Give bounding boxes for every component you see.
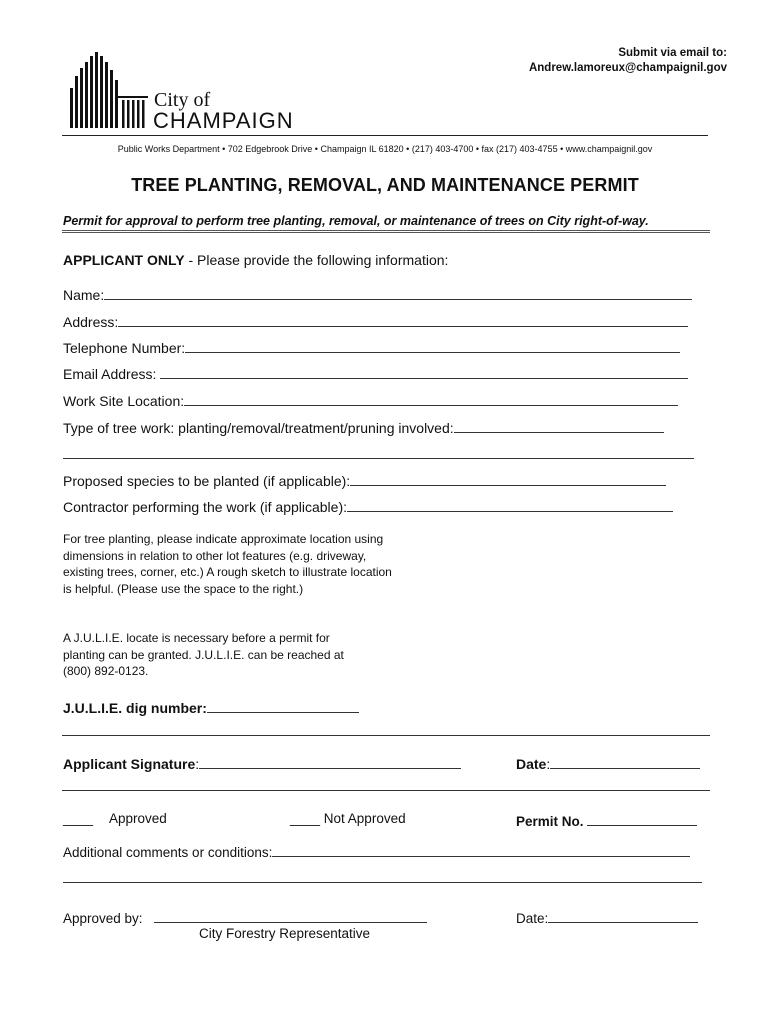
telephone-input-line[interactable] (185, 338, 680, 353)
work-site-field[interactable] (63, 391, 678, 409)
contractor-input-line[interactable] (347, 497, 673, 512)
julie-dig-input-line[interactable] (207, 698, 359, 713)
telephone-label: Telephone Number: (63, 340, 186, 356)
applicant-heading-rest: - Please provide the following information: (184, 252, 449, 268)
name-input-line[interactable] (104, 285, 692, 300)
comments-field[interactable] (63, 842, 690, 860)
signature-date-colon: : (546, 756, 551, 772)
address-label: Address: (63, 314, 119, 330)
not-approved-label[interactable]: ____ Not Approved (290, 811, 406, 826)
email-input-line[interactable] (160, 364, 688, 379)
approved-by-label: Approved by: (63, 911, 143, 926)
name-label: Name: (63, 287, 105, 303)
species-field[interactable] (63, 471, 666, 489)
approved-by-input-line[interactable] (154, 908, 427, 923)
work-site-label: Work Site Location: (63, 393, 185, 409)
julie-dig-field[interactable] (63, 698, 359, 716)
permit-no-label: Permit No. (516, 814, 584, 829)
signature-label: Applicant Signature (63, 756, 196, 772)
name-field[interactable] (63, 285, 692, 303)
logo-champaign: CHAMPAIGN (153, 108, 294, 132)
signature-date-input-line[interactable] (550, 754, 700, 769)
tree-work-continued[interactable] (63, 444, 694, 462)
signature-date-label: Date (516, 756, 547, 772)
species-input-line[interactable] (350, 471, 666, 486)
approval-date-label: Date: (516, 911, 549, 926)
tree-work-input-line[interactable] (454, 418, 664, 433)
tree-work-field[interactable] (63, 418, 664, 436)
comments-label: Additional comments or conditions: (63, 845, 273, 860)
page-subtitle: Permit for approval to perform tree planting, removal, or maintenance of trees on City right-of-way. (63, 214, 649, 228)
city-logo (66, 48, 336, 132)
address-input-line[interactable] (118, 312, 688, 327)
address-field[interactable] (63, 312, 688, 330)
julie-instructions: A J.U.L.I.E. locate is necessary before a permit for planting can be granted. J.U.L.I.E. can be reached at (800) 892-0123. (63, 631, 344, 678)
permit-no-field[interactable] (516, 811, 697, 829)
signature-divider-bottom (62, 790, 710, 791)
contractor-label: Contractor performing the work (if applicable): (63, 499, 348, 515)
approval-date-field[interactable] (516, 908, 698, 926)
email-label: Email Address: (63, 366, 157, 382)
applicant-heading (63, 252, 448, 268)
submit-email: Andrew.lamoreux@champaignil.gov (528, 62, 727, 74)
approved-label: Approved (109, 811, 167, 826)
contractor-field[interactable] (63, 497, 673, 515)
department-line: Public Works Department • 702 Edgebrook Drive • Champaign IL 61820 • (217) 403-4700 • fax (217) 403-4755 • www.champaignil.gov (117, 144, 653, 154)
signature-divider-top (62, 735, 710, 736)
submit-label: Submit via email to: (618, 47, 727, 59)
comments-continued[interactable] (63, 868, 702, 886)
page-title: TREE PLANTING, REMOVAL, AND MAINTENANCE PERMIT (131, 175, 639, 195)
planting-instructions: For tree planting, please indicate approximate location using dimensions in relation to other lot features (e.g. driveway, existing trees, corner, etc.) A rough sketch to illustrate location is helpful. (Please use the space to the right.) (63, 532, 392, 596)
work-site-input-line[interactable] (184, 391, 678, 406)
telephone-field[interactable] (63, 338, 680, 356)
subtitle-divider (62, 230, 710, 233)
header-divider (62, 135, 708, 136)
comments-input-line-2[interactable] (63, 868, 702, 883)
approved-blank[interactable]: ____ (63, 811, 94, 826)
approval-date-input-line[interactable] (548, 908, 698, 923)
signature-colon: : (195, 756, 200, 772)
applicant-signature-field[interactable] (63, 754, 461, 772)
signature-date-field[interactable] (516, 754, 700, 772)
permit-no-input-line[interactable] (587, 811, 697, 826)
logo-city-of: City of (154, 89, 211, 111)
comments-input-line[interactable] (272, 842, 690, 857)
approved-by-field[interactable] (63, 908, 427, 926)
julie-dig-label: J.U.L.I.E. dig number: (63, 700, 207, 716)
tree-work-input-line-2[interactable] (63, 444, 694, 459)
species-label: Proposed species to be planted (if applicable): (63, 473, 351, 489)
tree-work-label: Type of tree work: planting/removal/treatment/pruning involved: (63, 420, 454, 436)
applicant-heading-bold: APPLICANT ONLY (63, 252, 185, 268)
building-skyline-icon (66, 48, 336, 132)
signature-input-line[interactable] (199, 754, 461, 769)
email-field[interactable] (63, 364, 688, 382)
forestry-representative-label: City Forestry Representative (199, 926, 371, 941)
